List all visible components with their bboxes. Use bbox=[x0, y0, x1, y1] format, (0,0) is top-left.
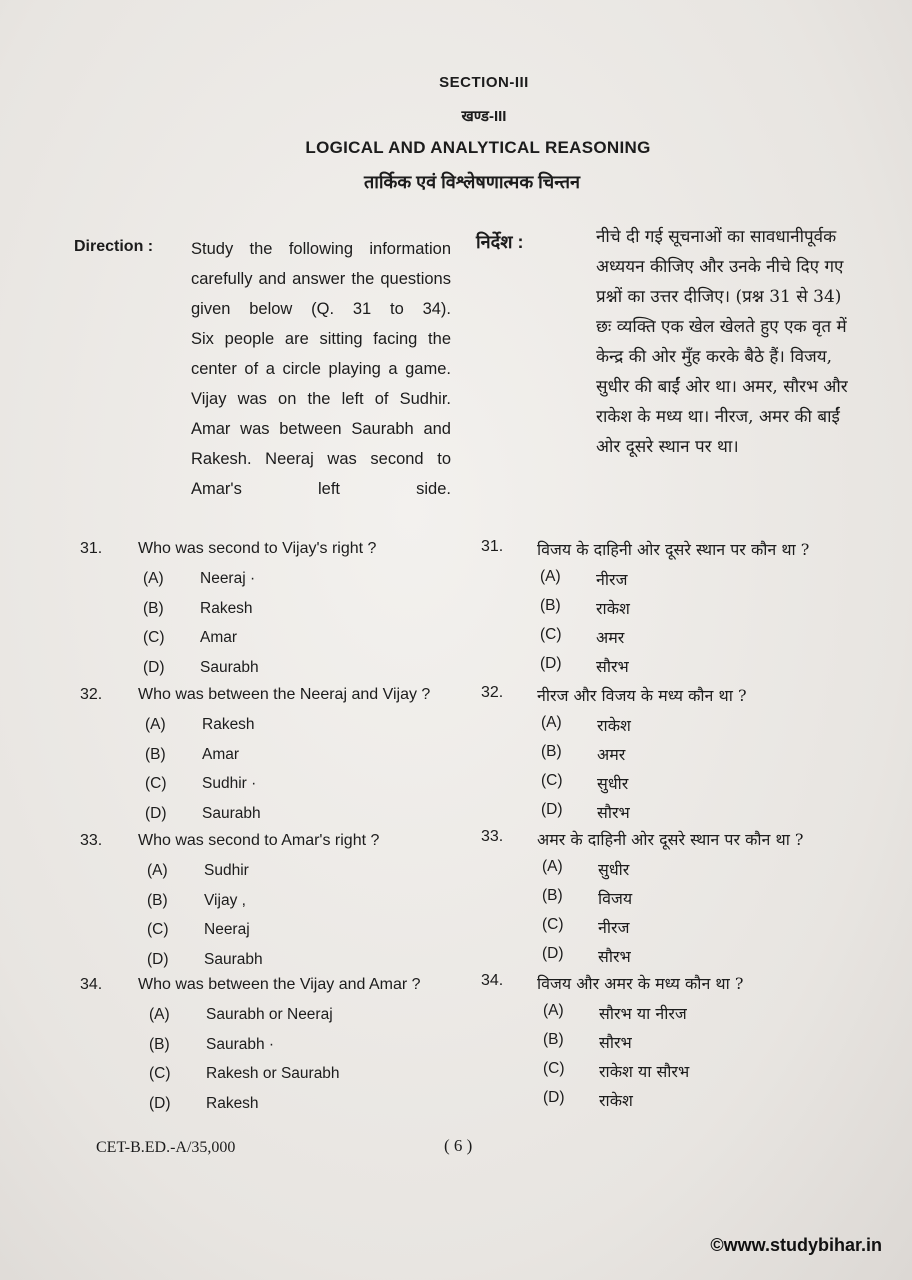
option-text[interactable]: Sudhir bbox=[204, 862, 249, 879]
option-text[interactable]: सौरभ bbox=[596, 657, 629, 676]
option-letter: (C) bbox=[540, 626, 562, 643]
option-text[interactable]: राकेश bbox=[596, 599, 630, 618]
option-letter: (C) bbox=[543, 1060, 565, 1077]
question-number: 32. bbox=[80, 686, 103, 703]
option-text[interactable]: Amar bbox=[202, 745, 240, 763]
option-letter: (B) bbox=[147, 891, 168, 909]
question-number: 31. bbox=[80, 540, 103, 557]
option-letter: (A) bbox=[149, 1006, 170, 1023]
option-text[interactable]: Neeraj bbox=[204, 921, 250, 938]
option-text[interactable]: Rakesh or Saurabh bbox=[206, 1065, 340, 1082]
option-letter: (B) bbox=[540, 597, 561, 614]
option-text[interactable]: Saurabh or Neeraj bbox=[206, 1006, 333, 1023]
question-text: Who was between the Vijay and Amar ? bbox=[138, 976, 421, 993]
option-text[interactable]: Saurabh bbox=[204, 950, 263, 968]
option-text[interactable]: सौरभ bbox=[598, 947, 631, 966]
option-letter: (A) bbox=[143, 570, 164, 587]
option-letter: (A) bbox=[542, 858, 563, 875]
direction-passage-hindi: छः व्यक्ति एक खेल खेलते हुए एक वृत में केन्द्र की ओर मुँह करके बैठे हैं। विजय, सुधीर की बाईं ओर था। अमर, सौरभ और राकेश के मध्य था। नीरज, अमर की बाईं ओर दूसरे स्थान पर था। bbox=[596, 317, 848, 457]
direction-passage: Six people are sitting facing the center of a circle playing a game. Vijay was on the left of Sudhir. Amar was between Saurabh and Rakesh. Neeraj was second to Amar's left side. bbox=[191, 330, 451, 498]
option-letter: (D) bbox=[149, 1094, 171, 1112]
option-text[interactable]: Amar bbox=[200, 629, 238, 646]
option-text[interactable]: नीरज bbox=[596, 570, 628, 589]
option-letter: (C) bbox=[149, 1065, 171, 1082]
option-letter: (B) bbox=[145, 745, 166, 763]
option-letter: (A) bbox=[147, 862, 168, 879]
question-number: 33. bbox=[80, 832, 103, 849]
option-text[interactable]: राकेश bbox=[597, 716, 631, 735]
option-text[interactable]: राकेश bbox=[599, 1091, 633, 1110]
question-number: 32. bbox=[481, 684, 504, 701]
option-letter: (D) bbox=[541, 801, 563, 818]
question-number: 34. bbox=[80, 976, 103, 993]
option-letter: (A) bbox=[541, 714, 562, 731]
option-letter: (D) bbox=[145, 804, 167, 822]
option-letter: (C) bbox=[147, 921, 169, 938]
option-letter: (D) bbox=[543, 1089, 565, 1106]
question-number: 34. bbox=[481, 972, 504, 989]
option-letter: (C) bbox=[541, 772, 563, 789]
direction-instruction: Study the following information carefully and answer the questions given below (Q. 31 to 34). bbox=[191, 240, 451, 318]
option-letter: (C) bbox=[542, 916, 564, 933]
question-text: अमर के दाहिनी ओर दूसरे स्थान पर कौन था ? bbox=[537, 830, 804, 849]
option-text[interactable]: Rakesh bbox=[206, 1094, 259, 1112]
option-letter: (B) bbox=[143, 599, 164, 617]
option-letter: (A) bbox=[543, 1002, 564, 1019]
watermark: ©www.studybihar.in bbox=[710, 1235, 882, 1255]
option-text[interactable]: नीरज bbox=[598, 918, 630, 937]
question-text: Who was second to Amar's right ? bbox=[138, 832, 380, 849]
option-text[interactable]: सौरभ bbox=[597, 803, 630, 822]
option-text[interactable]: सौरभ bbox=[599, 1033, 632, 1052]
option-text[interactable]: Vijay , bbox=[204, 891, 246, 909]
option-letter: (B) bbox=[541, 743, 562, 760]
option-letter: (B) bbox=[149, 1035, 170, 1053]
direction-label: Direction : bbox=[74, 238, 154, 255]
option-text[interactable]: सौरभ या नीरज bbox=[599, 1004, 687, 1023]
direction-instruction-hindi: नीचे दी गई सूचनाओं का सावधानीपूर्वक अध्ययन कीजिए और उनके नीचे दिए गए प्रश्नों का उत्तर दीजिए। (प्रश्न 31 से 34) bbox=[596, 227, 844, 307]
option-text[interactable]: Sudhir · bbox=[202, 775, 257, 792]
option-letter: (D) bbox=[542, 945, 564, 962]
question-number: 31. bbox=[481, 538, 504, 555]
option-text[interactable]: Saurabh · bbox=[206, 1035, 275, 1053]
question-number: 33. bbox=[481, 828, 504, 845]
option-letter: (B) bbox=[543, 1031, 564, 1048]
option-letter: (D) bbox=[540, 655, 562, 672]
section-heading: SECTION-III bbox=[439, 74, 529, 91]
option-letter: (C) bbox=[145, 775, 167, 792]
option-text[interactable]: राकेश या सौरभ bbox=[599, 1062, 690, 1081]
question-text: Who was second to Vijay's right ? bbox=[138, 540, 377, 557]
option-text[interactable]: Rakesh bbox=[202, 716, 255, 733]
option-text[interactable]: Saurabh bbox=[200, 658, 259, 676]
direction-text bbox=[191, 234, 451, 504]
option-text[interactable]: अमर bbox=[597, 745, 626, 764]
direction-text-hindi bbox=[596, 222, 858, 462]
paper-code: CET-B.ED.-A/35,000 bbox=[96, 1139, 236, 1156]
question-text: नीरज और विजय के मध्य कौन था ? bbox=[537, 686, 747, 705]
option-text[interactable]: अमर bbox=[596, 628, 625, 647]
option-text[interactable]: सुधीर bbox=[598, 860, 630, 879]
section-title-hindi: तार्किक एवं विश्लेषणात्मक चिन्तन bbox=[363, 172, 581, 192]
option-letter: (A) bbox=[540, 568, 561, 585]
question-text: विजय के दाहिनी ओर दूसरे स्थान पर कौन था ? bbox=[537, 540, 810, 559]
option-letter: (A) bbox=[145, 716, 166, 733]
section-heading-hindi: खण्ड-III bbox=[461, 108, 507, 125]
option-text[interactable]: सुधीर bbox=[597, 774, 629, 793]
option-letter: (D) bbox=[147, 950, 169, 968]
option-letter: (D) bbox=[143, 658, 165, 676]
option-text[interactable]: Neeraj · bbox=[200, 570, 256, 587]
question-text: Who was between the Neeraj and Vijay ? bbox=[138, 686, 431, 703]
page-number: ( 6 ) bbox=[444, 1136, 473, 1155]
option-letter: (C) bbox=[143, 629, 165, 646]
question-text: विजय और अमर के मध्य कौन था ? bbox=[537, 974, 744, 993]
direction-label-hindi: निर्देश : bbox=[476, 232, 524, 252]
option-text[interactable]: Saurabh bbox=[202, 804, 261, 822]
section-title: LOGICAL AND ANALYTICAL REASONING bbox=[305, 138, 651, 157]
option-text[interactable]: विजय bbox=[598, 889, 633, 908]
option-text[interactable]: Rakesh bbox=[200, 599, 253, 617]
option-letter: (B) bbox=[542, 887, 563, 904]
